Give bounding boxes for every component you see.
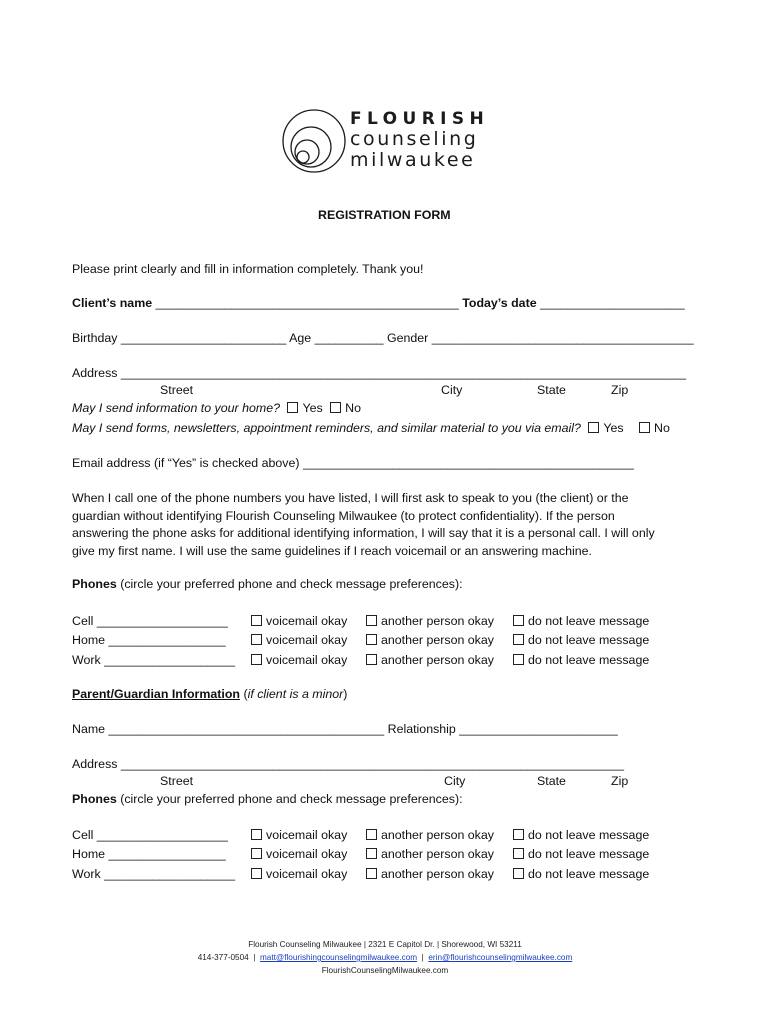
address-street-caption: Street — [160, 383, 194, 397]
phones-hint: (circle your preferred phone and check message preferences): — [120, 577, 463, 591]
guardian-address-field[interactable]: _________________________________________________________________________ — [120, 757, 624, 771]
guardian-phones-hint: (circle your preferred phone and check message preferences): — [120, 792, 463, 806]
guardian-city-caption: City — [444, 774, 466, 788]
do-not-leave-message-label: do not leave message — [528, 652, 650, 667]
guardian-street-caption: Street — [160, 774, 194, 788]
relationship-field[interactable]: _______________________ — [459, 722, 618, 736]
client-another-person-option-2 — [366, 653, 494, 667]
phone-type-label: Work — [72, 866, 101, 881]
guardian-heading-note: if client is a minor — [247, 687, 344, 701]
phone-number-field[interactable]: ___________________ — [104, 866, 236, 881]
another-person-okay-label: another person okay — [381, 614, 494, 628]
guardian-address-label: Address — [72, 757, 118, 771]
another-person-okay-checkbox[interactable] — [366, 868, 377, 879]
confidentiality-paragraph: When I call one of the phone numbers you have listed, I will first ask to speak to you (the client) or the guardian without identifying Flourish Counseling Milwaukee (to protect confidentiality). If the person answering the phone asks for additional identifying information, I will say that it is a personal call. I will only give my first name. I will use the same guidelines if I reach voicemail or an answering machine. — [72, 491, 655, 558]
guardian-address-row — [72, 757, 624, 771]
voicemail-okay-label: voicemail okay — [266, 652, 348, 667]
client-name-field[interactable]: ____________________________________________ — [155, 296, 459, 310]
phone-number-field[interactable]: ___________________ — [96, 828, 228, 842]
form-title: REGISTRATION FORM — [318, 208, 451, 222]
client-voicemail-option-2 — [251, 653, 347, 667]
guardian-phones-heading — [72, 792, 463, 806]
guardian-do-not-leave-option-1 — [513, 847, 649, 861]
intro-text: Please print clearly and fill in information completely. Thank you! — [72, 262, 424, 276]
voicemail-okay-checkbox[interactable] — [251, 615, 262, 626]
email-address-row — [72, 456, 634, 470]
voicemail-okay-checkbox[interactable] — [251, 868, 262, 879]
voicemail-okay-label: voicemail okay — [266, 847, 348, 862]
client-address-row — [72, 366, 686, 380]
footer-separator-1: | — [253, 953, 256, 962]
guardian-heading: Parent/Guardian Information (if client is a minor) — [72, 687, 348, 701]
another-person-okay-label: another person okay — [381, 633, 494, 648]
client-voicemail-option-1 — [251, 633, 347, 647]
do-not-leave-message-checkbox[interactable] — [513, 848, 524, 859]
client-phone-row-1 — [72, 633, 226, 647]
client-phones-heading — [72, 577, 463, 591]
do-not-leave-message-checkbox[interactable] — [513, 829, 524, 840]
phone-number-field[interactable]: ___________________ — [96, 614, 228, 628]
gender-label: Gender — [386, 331, 429, 345]
birthday-label: Birthday — [72, 331, 118, 345]
email-consent-question-text: May I send forms, newsletters, appointment reminders, and similar material to you via email? — [72, 421, 581, 435]
birthday-field[interactable]: ________________________ — [120, 331, 287, 345]
guardian-heading-text: Parent/Guardian Information — [72, 687, 240, 701]
address-state-caption: State — [537, 383, 566, 397]
client-phone-row-0 — [72, 614, 228, 628]
guardian-voicemail-option-2 — [251, 867, 347, 881]
voicemail-okay-label: voicemail okay — [266, 633, 348, 648]
address-zip-caption: Zip — [611, 383, 629, 397]
client-another-person-option-0 — [366, 614, 494, 628]
voicemail-okay-checkbox[interactable] — [251, 829, 262, 840]
footer-contacts — [0, 953, 770, 962]
footer-email-matt-link[interactable]: matt@flourishingcounselingmilwaukee.com — [259, 953, 418, 962]
age-label: Age — [289, 331, 312, 345]
client-do-not-leave-option-1 — [513, 633, 649, 647]
logo-line-counseling: counseling — [350, 128, 479, 150]
client-voicemail-option-0 — [251, 614, 347, 628]
footer-address: Flourish Counseling Milwaukee | 2321 E Capitol Dr. | Shorewood, WI 53211 — [248, 940, 522, 949]
guardian-another-person-option-2 — [366, 867, 494, 881]
email-consent-no-label: No — [654, 421, 670, 435]
guardian-state-caption: State — [537, 774, 566, 788]
address-city-caption: City — [441, 383, 463, 397]
voicemail-okay-label: voicemail okay — [266, 614, 348, 628]
todays-date-label: Today’s date — [462, 296, 537, 310]
voicemail-okay-label: voicemail okay — [266, 866, 348, 881]
todays-date-field[interactable]: _____________________ — [540, 296, 685, 310]
voicemail-okay-checkbox[interactable] — [251, 654, 262, 665]
guardian-zip-caption: Zip — [611, 774, 629, 788]
client-phone-row-2 — [72, 653, 235, 667]
do-not-leave-message-checkbox[interactable] — [513, 615, 524, 626]
another-person-okay-checkbox[interactable] — [366, 615, 377, 626]
voicemail-okay-label: voicemail okay — [266, 828, 348, 842]
do-not-leave-message-label: do not leave message — [528, 828, 650, 842]
another-person-okay-label: another person okay — [381, 866, 494, 881]
guardian-voicemail-option-0 — [251, 828, 347, 842]
address-field[interactable]: __________________________________________________________________________________ — [120, 366, 686, 380]
do-not-leave-message-label: do not leave message — [528, 633, 650, 648]
phone-type-label: Home — [72, 847, 106, 862]
phone-number-field[interactable]: _________________ — [108, 633, 226, 648]
nested-circles-logo-icon — [281, 106, 347, 176]
guardian-phone-row-1 — [72, 847, 226, 861]
footer-phone: 414-377-0504 — [197, 953, 249, 962]
phone-type-label: Home — [72, 633, 106, 648]
birthday-row — [72, 331, 694, 345]
email-consent-no-checkbox[interactable] — [639, 422, 650, 433]
address-label: Address — [72, 366, 118, 380]
do-not-leave-message-label: do not leave message — [528, 847, 650, 862]
another-person-okay-label: another person okay — [381, 652, 494, 667]
email-address-field[interactable]: ________________________________________________ — [302, 456, 634, 470]
do-not-leave-message-checkbox[interactable] — [513, 868, 524, 879]
relationship-label: Relationship — [387, 722, 456, 736]
do-not-leave-message-checkbox[interactable] — [513, 654, 524, 665]
guardian-name-row — [72, 722, 618, 736]
email-consent-yes-label: Yes — [603, 421, 624, 435]
phone-type-label: Cell — [72, 828, 94, 842]
email-consent-question — [72, 421, 670, 435]
guardian-voicemail-option-1 — [251, 847, 347, 861]
do-not-leave-message-checkbox[interactable] — [513, 634, 524, 645]
guardian-phone-row-2 — [72, 867, 235, 881]
age-field[interactable]: __________ — [314, 331, 384, 345]
logo-line-flourish: FLOURISH — [350, 109, 490, 129]
another-person-okay-label: another person okay — [381, 828, 494, 842]
client-name-label: Client’s name — [72, 296, 153, 310]
phone-type-label: Cell — [72, 614, 94, 628]
another-person-okay-label: another person okay — [381, 847, 494, 862]
guardian-name-field[interactable]: ________________________________________ — [108, 722, 385, 736]
phone-number-field[interactable]: _________________ — [108, 847, 226, 862]
logo-line-milwaukee: milwaukee — [350, 149, 476, 171]
email-address-label: Email address (if “Yes” is checked above) — [72, 456, 300, 470]
another-person-okay-checkbox[interactable] — [366, 848, 377, 859]
guardian-another-person-option-1 — [366, 847, 494, 861]
guardian-another-person-option-0 — [366, 828, 494, 842]
voicemail-okay-checkbox[interactable] — [251, 848, 262, 859]
home-info-no-checkbox[interactable] — [330, 402, 341, 413]
guardian-do-not-leave-option-2 — [513, 867, 649, 881]
do-not-leave-message-label: do not leave message — [528, 614, 650, 628]
home-info-yes-label: Yes — [302, 401, 323, 415]
home-info-yes-checkbox[interactable] — [287, 402, 298, 413]
guardian-do-not-leave-option-0 — [513, 828, 649, 842]
guardian-name-label: Name — [72, 722, 106, 736]
home-info-question — [72, 401, 361, 415]
phones-label: Phones — [72, 577, 117, 591]
footer-website: FlourishCounselingMilwaukee.com — [321, 966, 449, 975]
gender-field[interactable]: ______________________________________ — [431, 331, 694, 345]
guardian-phones-label: Phones — [72, 792, 117, 806]
client-name-row — [72, 296, 685, 310]
another-person-okay-checkbox[interactable] — [366, 654, 377, 665]
guardian-phone-row-0 — [72, 828, 228, 842]
phone-type-label: Work — [72, 652, 101, 667]
home-info-no-label: No — [345, 401, 361, 415]
client-do-not-leave-option-2 — [513, 653, 649, 667]
client-do-not-leave-option-0 — [513, 614, 649, 628]
phone-number-field[interactable]: ___________________ — [104, 652, 236, 667]
footer-email-erin-link[interactable]: erin@flourishcounselingmilwaukee.com — [428, 953, 573, 962]
another-person-okay-checkbox[interactable] — [366, 634, 377, 645]
flourish-logo — [281, 106, 496, 176]
email-consent-yes-checkbox[interactable] — [588, 422, 599, 433]
home-info-question-text: May I send information to your home? — [72, 401, 280, 415]
voicemail-okay-checkbox[interactable] — [251, 634, 262, 645]
footer-separator-2: | — [421, 953, 424, 962]
another-person-okay-checkbox[interactable] — [366, 829, 377, 840]
client-another-person-option-1 — [366, 633, 494, 647]
do-not-leave-message-label: do not leave message — [528, 866, 650, 881]
